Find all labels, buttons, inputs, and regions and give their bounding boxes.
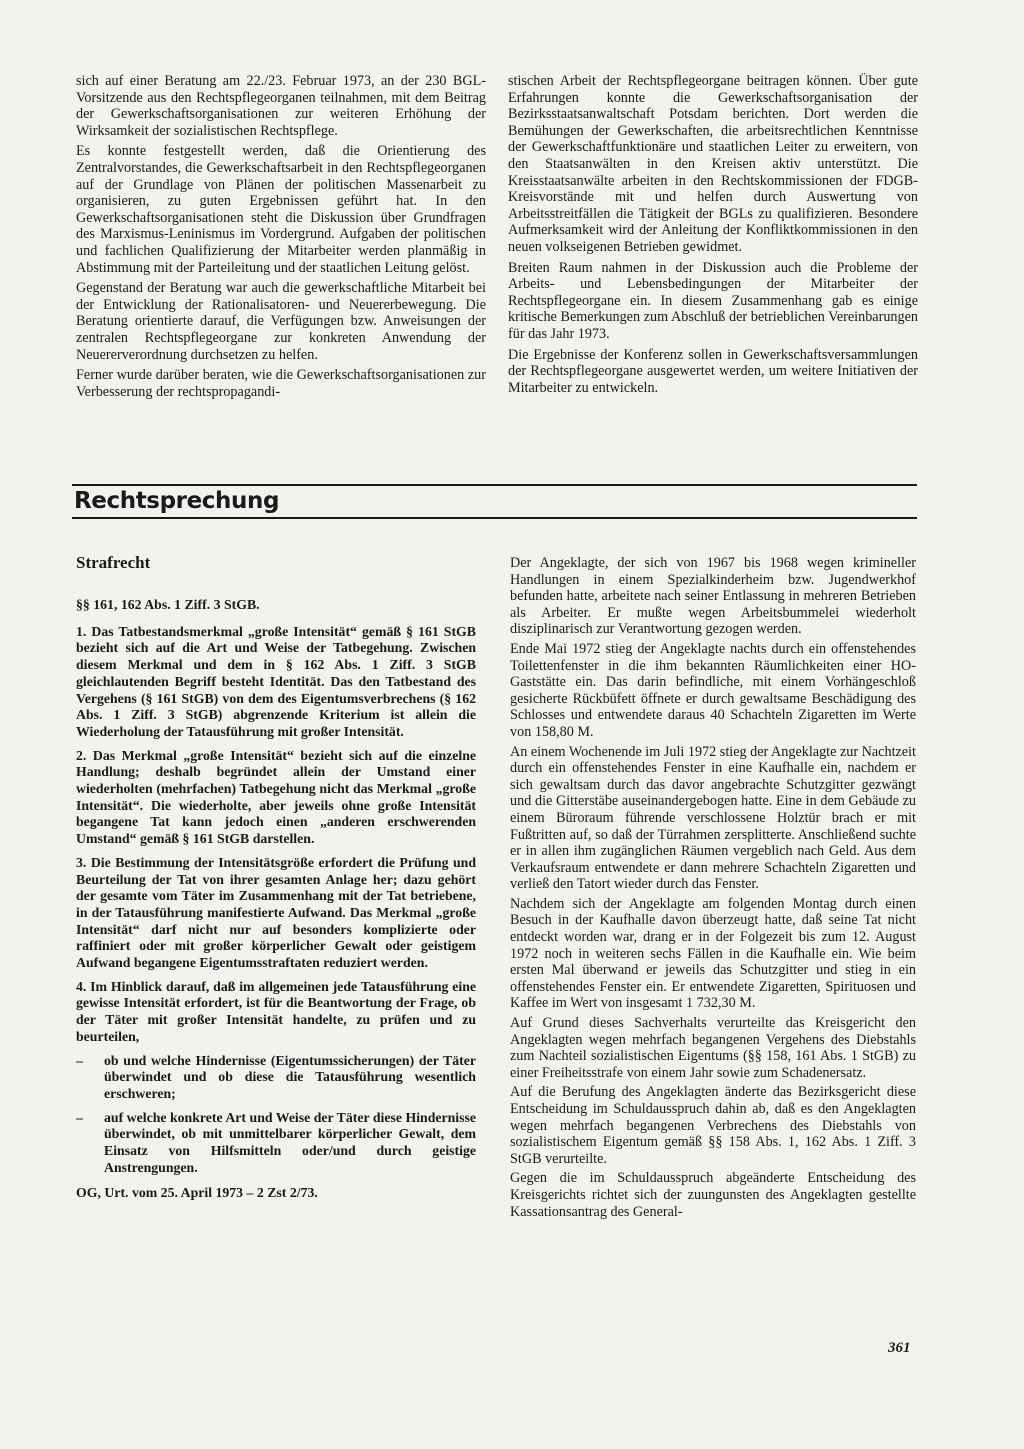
paragraph: Auf Grund dieses Sachverhalts verurteilte das Kreisgericht den Angeklagten wegen mehrfach begangenen Vergehens des Diebstahls zum Nachteil sozialistischen Eigentums (§§ 158, 161 Abs. 1 StGB) zu einer Freiheitsstrafe von einem Jahr sowie zum Schadenersatz. (510, 1015, 916, 1081)
paragraph: Gegenstand der Beratung war auch die gewerkschaftliche Mitarbeit bei der Entwicklung der Rationalisatoren- und Neuererbewegung. Die Beratung orientierte darauf, die Verfügungen bzw. Anweisungen der zentralen Rechtspflegeorgane zur konkreten Anwendung der Neuererverordnung durchsetzen zu helfen. (76, 280, 486, 363)
headnote: 2. Das Merkmal „große Intensität“ bezieht sich auf die einzelne Handlung; deshalb begründet allein der Umstand einer wiederholten (mehrfachen) Tatbegehung nicht das Merkmal „große Intensität“. Die wiederholte, aber jeweils ohne große Intensität begangene Tat kann jedoch einen „anderen erschwerenden Umstand“ gemäß § 161 StGB darstellen. (76, 747, 476, 847)
list-item-text: auf welche konkrete Art und Weise der Täter diese Hindernisse überwindet, ob mit unmittelbarer körperlicher Gewalt, dem Einsatz von Hilfsmitteln oder/und durch geistige Anstrengungen. (104, 1109, 476, 1175)
section-title: Rechtsprechung (74, 488, 280, 514)
paragraph: Es konnte festgestellt werden, daß die Orientierung des Zentralvorstandes, die Gewerkschaftsarbeit in den Rechtspflegeorganen auf der Grundlage von Plänen der politischen Massenarbeit zu organisieren, zu guten Ergebnissen geführt hat. In den Gewerkschaftsorganisationen steht die Diskussion über Grundfragen des Marxismus-Leninismus im Vordergrund. Aufgaben der politischen und fachlichen Qualifizierung der Mitarbeiter werden planmäßig in Abstimmung mit der Parteileitung und der staatlichen Leitung gelöst. (76, 143, 486, 276)
page-number: 361 (888, 1340, 911, 1356)
paragraph: Breiten Raum nahmen in der Diskussion auch die Probleme der Arbeits- und Lebensbedingungen der Mitarbeiter der Rechtspflegeorgane ein. In diesem Zusammenhang gab es einige kritische Bemerkungen zum Abschluß der betrieblichen Vereinbarungen für das Jahr 1973. (508, 259, 918, 342)
paragraph: Nachdem sich der Angeklagte am folgenden Montag durch einen Besuch in der Kaufhalle davon überzeugt hatte, daß seine Tat nicht entdeckt worden war, drang er in der Folgezeit bis zum 12. August 1972 noch in weiteren sechs Fällen in die Kaufhalle ein. Wie beim ersten Mal überwand er jeweils das Schutzgitter und stieg in ein offenstehendes Fenster ein. Er entwendete Zigaretten, Spirituosen und Kaffee im Wert von insgesamt 1 732,30 M. (510, 895, 916, 1012)
norm-reference: §§ 161, 162 Abs. 1 Ziff. 3 StGB. (76, 597, 260, 612)
paragraph: Auf die Berufung des Angeklagten änderte das Bezirksgericht diese Entscheidung im Schuldausspruch dahin ab, daß es den Angeklagten wegen mehrfach begangenen Verbrechens des Diebstahls von sozialistischem Eigentum gemäß §§ 158 Abs. 1, 162 Abs. 1 Ziff. 3 StGB verurteilte. (510, 1084, 916, 1167)
list-item (76, 1110, 476, 1177)
headnote: 4. Im Hinblick darauf, daß im allgemeinen jede Tatausführung eine gewisse Intensität erfordert, ist für die Beantwortung der Frage, ob der Täter mit großer Intensität handelte, zu prüfen und zu beurteilen, (76, 978, 476, 1044)
top-right-column (508, 73, 918, 400)
headnotes-column (76, 597, 476, 1208)
facts-column (510, 555, 916, 1223)
list-item (76, 1053, 476, 1103)
list-item-text: ob und welche Hindernisse (Eigentumssicherungen) der Täter überwindet und ob diese die Tatausführung wesentlich erschweren; (104, 1052, 476, 1101)
paragraph: An einem Wochenende im Juli 1972 stieg der Angeklagte zur Nachtzeit durch ein offenstehendes Fenster in eine Kaufhalle ein, nachdem er sich gewaltsam durch das davor angebrachte Schutzgitter gezwängt und die Gitterstäbe auseinandergebogen hatte. Eine in dem Gebäude zu einem Büroraum führende verschlossene Holztür brach er mit Fußtritten auf, so daß der Türrahmen zersplitterte. Anschließend suchte er in allen ihm zugänglichen Räumen vergeblich nach Geld. Aus dem Verkaufsraum entwendete er dann mehrere Schachteln Zigaretten und verließ den Tatort wieder durch das Fenster. (510, 743, 916, 893)
dash-bullet: – (76, 1052, 83, 1068)
subsection-title: Strafrecht (76, 553, 151, 572)
dash-bullet: – (76, 1109, 83, 1125)
paragraph: stischen Arbeit der Rechtspflegeorgane beitragen können. Über gute Erfahrungen konnte die Gewerkschaftsorganisation der Bezirksstaatsanwaltschaft Potsdam berichten. Dort werden die Bemühungen der Gewerkschaften, die arbeitsrechtlichen Kenntnisse der Gewerkschaftfunktionäre und staatlichen Leiter zu erweitern, von den Staatsanwälten in den Kreisen aktiv unterstützt. Die Kreisstaatsanwälte arbeiten in den Rechtskommissionen der FDGB-Kreisvorstände mit und helfen durch Auswertung von Arbeitsstreitfällen die Tätigkeit der BGLs zu qualifizieren. Besondere Aufmerksamkeit wird der Anleitung der Konfliktkommissionen in den neuen volkseigenen Betrieben gewidmet. (508, 73, 918, 255)
headnote: 1. Das Tatbestandsmerkmal „große Intensität“ gemäß § 161 StGB bezieht sich auf die Art und Weise der Tatbegehung. Zwischen diesem Merkmal und dem in § 162 Abs. 1 Ziff. 3 StGB gleichlautenden Begriff besteht Identität. Das den Tatbestand des Vergehens (§ 161 StGB) von dem des Eigentumsverbrechens (§ 162 Abs. 1 Ziff. 3 StGB) abgrenzende Kriterium ist allein die Wiederholung der Tatausführung mit großer Intensität. (76, 623, 476, 739)
headnote: 3. Die Bestimmung der Intensitätsgröße erfordert die Prüfung und Beurteilung der Tat von ihrer gesamten Anlage her; dazu gehört der gesamte vom Täter im Zusammenhang mit der Tat betriebene, in der Tatausführung manifestierte Aufwand. Das Merkmal „große Intensität“ darf nicht nur auf besonders komplizierte oder raffiniert oder mit großer körperlicher Gewalt oder geistigem Aufwand begangene Eigentumsstraftaten reduziert werden. (76, 854, 476, 971)
paragraph: Ferner wurde darüber beraten, wie die Gewerkschaftsorganisationen zur Verbesserung der rechtspropagandi- (76, 367, 486, 400)
paragraph: Ende Mai 1972 stieg der Angeklagte nachts durch ein offenstehendes Toilettenfenster in die ihm bekannten Räumlichkeiten einer HO-Gaststätte ein. Das darin befindliche, mit einem Vorhängeschloß gesicherte Rückbüfett öffnete er durch gewaltsame Beschädigung des Schlosses und entwendete daraus 40 Schachteln Zigaretten im Werte von 158,80 M. (510, 640, 916, 740)
section-rule-bottom (72, 517, 917, 519)
criteria-list (76, 1053, 476, 1177)
top-left-column (76, 73, 486, 404)
paragraph: Der Angeklagte, der sich von 1967 bis 1968 wegen krimineller Handlungen in einem Spezialkinderheim bzw. Jugendwerkhof befunden hatte, arbeitete nach seiner Entlassung in mehreren Betrieben als Arbeiter. Er mußte wegen Arbeitsbummelei wiederholt disziplinarisch zur Verantwortung gezogen werden. (510, 555, 916, 638)
paragraph: sich auf einer Beratung am 22./23. Februar 1973, an der 230 BGL-Vorsitzende aus den Rechtspflegeorganen teilnahmen, mit dem Beitrag der Gewerkschaftsorganisationen zur weiteren Erhöhung der Wirksamkeit der sozialistischen Rechtspflege. (76, 73, 486, 139)
paragraph: Gegen die im Schuldausspruch abgeänderte Entscheidung des Kreisgerichts richtet sich der zuungunsten des Angeklagten gestellte Kassationsantrag des General- (510, 1170, 916, 1220)
paragraph: Die Ergebnisse der Konferenz sollen in Gewerkschaftsversammlungen der Rechtspflegeorgane ausgewertet werden, um weitere Initiativen der Mitarbeiter zu entwickeln. (508, 346, 918, 396)
citation: OG, Urt. vom 25. April 1973 – 2 Zst 2/73. (76, 1184, 318, 1200)
